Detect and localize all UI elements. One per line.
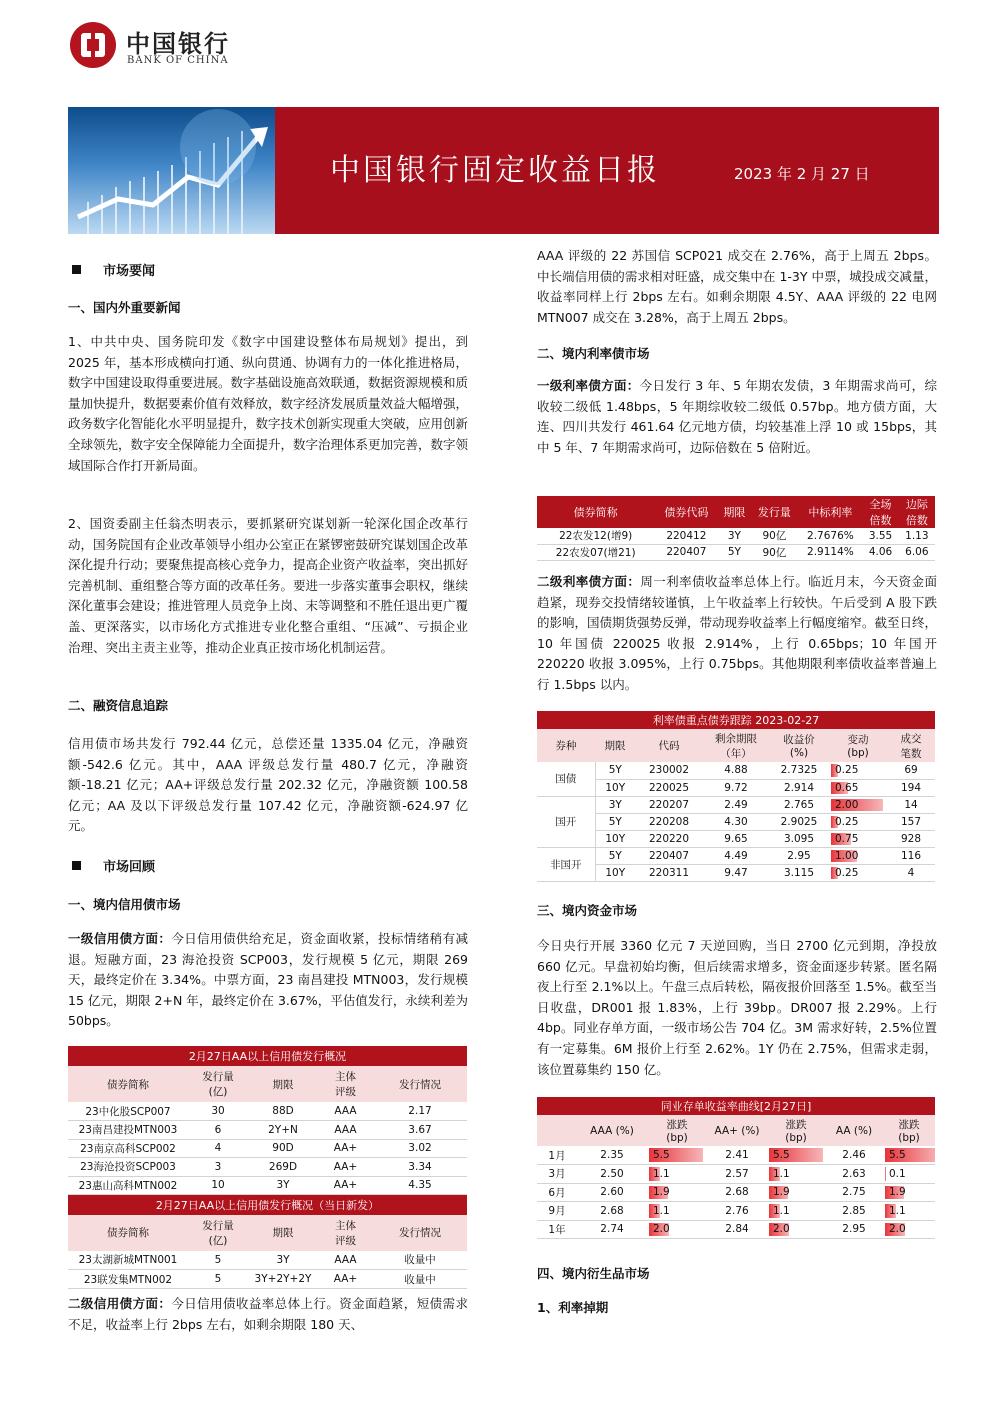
table-cell: 23中化股SCP007 [68, 1102, 188, 1121]
table-cell: 2.74 [577, 1220, 647, 1239]
change-bar-cell [883, 1202, 935, 1221]
table-cell: 2.7676% [798, 528, 862, 544]
table-cell: 23惠山高科MTN002 [68, 1176, 188, 1195]
table-cell: 5 [188, 1251, 248, 1270]
column-header: 剩余期限 （年） [715, 732, 757, 760]
change-bar-cell [829, 796, 887, 813]
table-cell: 4 [188, 1139, 248, 1158]
table-cell: 9.47 [703, 864, 769, 881]
table-cell: 2.41 [707, 1146, 767, 1165]
column-header [537, 1115, 577, 1146]
secondary-credit-paragraph: 二级信用债方面：今日信用债收益率总体上行。资金面趋紧，短债需求不足，收益率上行 2bps 左右，如剩余期限 180 天、 [68, 1296, 468, 1332]
table-cell: 3 [188, 1158, 248, 1177]
tracking-table-title: 利率债重点债券跟踪 2023-02-27 [537, 711, 935, 729]
change-value: 2.0 [889, 1223, 906, 1236]
heading-derivatives-market: 四、境内衍生品市场 [537, 1266, 650, 1281]
bond-type-cell: 国开 [537, 796, 595, 847]
table-cell: 5Y [595, 762, 635, 779]
table-cell: 2.50 [577, 1165, 647, 1184]
table-cell: 10 [188, 1176, 248, 1195]
section-market-review: 市场回顾 [72, 856, 155, 875]
column-header: 期限 [604, 740, 626, 752]
table-cell: 90亿 [750, 528, 798, 544]
table-cell: 3.34 [373, 1158, 467, 1177]
change-bar-cell [647, 1183, 707, 1202]
secondary-credit-continued: AAA 评级的 22 苏国信 SCP021 成交在 2.76%，高于上周五 2bps。中长端信用债的需求相对旺盛，成交集中在 1-3Y 中票，城投成交减量，收益率同样上行 2bps 左右。如剩余期限 4.5Y、AAA 评级的 22 电网 MTN007 成交在 3.28%，高于上周五 2bps。 [537, 248, 937, 325]
change-value: 0.75 [835, 832, 859, 845]
table-cell: 1月 [537, 1146, 577, 1165]
table-cell: 220220 [635, 830, 703, 847]
table-cell: 194 [887, 779, 935, 796]
column-header: 边际 倍数 [905, 498, 928, 527]
table-row [537, 1202, 935, 1221]
table-cell: 5Y [595, 847, 635, 864]
table-cell: 23太湖新城MTN001 [68, 1251, 188, 1270]
money-market-paragraph: 今日央行开展 3360 亿元 7 天逆回购，当日 2700 亿元到期，净投放 660 亿元。早盘初始均衡，但后续需求增多，资金面逐步转紧。匿名隔夜上行至 2.1%以上。午盘三点后转松，隔夜报价回落至 1.5%。截至当日收盘，DR001 报 1.83%，上行 39bp。DR007 报 2.29%。上行 4bp。同业存单方面，一级市场公告 704 亿。3M 需求好转，2.5%位置有一定募集。6M 报价上行至 2.62%。1Y 仍在 2.75%，但需求走弱，该位置募集约 150 亿。 [537, 938, 937, 1077]
table-cell: 2.17 [373, 1102, 467, 1121]
change-bar-cell [883, 1183, 935, 1202]
news-paragraph-2: 2、国资委副主任翁杰明表示，要抓紧研究谋划新一轮深化国企改革行动，国务院国有企业改革领导小组办公室正在紧锣密鼓研究谋划国企改革深化提升行动；要聚焦提高核心竞争力，提高企业资产收益率，突出抓好完善机制、重组整合等方面的改革任务。要进一步落实董事会职权，继续深化董事会建设；推进管理人员竞争上岗、末等调整和不胜任退出更广覆盖、更深落实，以市场化方式推进专业化整合重组、“压减”、亏损企业治理、突出主责主业等，推动企业真正按市场化机制运营。 [68, 516, 469, 655]
column-header: 涨跌 (bp) [666, 1119, 688, 1144]
table-cell: 157 [887, 813, 935, 830]
column-header: 发行量 (亿) [202, 1071, 234, 1098]
table-cell: 2.84 [707, 1220, 767, 1239]
column-header: 发行情况 [399, 1227, 441, 1239]
table-cell: 10Y [595, 779, 635, 796]
table-cell: 1年 [537, 1220, 577, 1239]
column-header: 涨跌 (bp) [898, 1119, 920, 1144]
table-cell: 116 [887, 847, 935, 864]
column-header: AA+ (%) [714, 1124, 760, 1137]
table-cell: 269D [248, 1158, 318, 1177]
table-cell: 2.75 [825, 1183, 883, 1202]
table-cell: AAA [318, 1251, 373, 1270]
column-header: 券种 [555, 740, 577, 752]
ncd-yield-curve-table [537, 1097, 935, 1239]
table-cell: 88D [248, 1102, 318, 1121]
table-row [68, 1251, 467, 1270]
table-row [537, 1165, 935, 1184]
column-header: 发行量 [757, 506, 791, 519]
change-value: 1.1 [773, 1204, 790, 1217]
report-date: 2023 年 2 月 27 日 [734, 165, 870, 183]
column-header: AA (%) [835, 1124, 873, 1137]
table-row [68, 1158, 467, 1177]
table-row [537, 779, 935, 796]
column-header: 债券简称 [107, 1227, 149, 1239]
table-cell: 220208 [635, 813, 703, 830]
column-header: 发行情况 [399, 1078, 441, 1091]
news-paragraph-1: 1、中共中央、国务院印发《数字中国建设整体布局规划》提出，到 2025 年，基本形成横向打通、纵向贯通、协调有力的一体化推进格局，数字中国建设取得重要进展。数字基础设施高效联通，数据资源规模和质量加快提升，数据要素价值有效释放，数字经济发展质量效益大幅增强，政务数字化智能化水平明显提升，数字技术创新实现重大突破，应用创新全球领先，数字安全保障能力全面提升，数字治理体系更加完善，数字领域国际合作打开新局面。 [68, 334, 469, 473]
table-cell: 6月 [537, 1183, 577, 1202]
column-header: 成交 笔数 [900, 732, 922, 760]
table-cell: 2.60 [577, 1183, 647, 1202]
table-cell: 2.9114% [798, 544, 862, 560]
section-market-news: 市场要闻 [72, 260, 155, 279]
table-cell: 220311 [635, 864, 703, 881]
table-cell: 1.13 [899, 528, 935, 544]
table-cell: 23南昌建投MTN003 [68, 1121, 188, 1140]
table-row [68, 1176, 467, 1195]
change-value: 1.9 [653, 1186, 670, 1199]
change-bar-cell [767, 1220, 825, 1239]
table-cell: 9.72 [703, 779, 769, 796]
table-cell: 23联发集MTN002 [68, 1270, 188, 1289]
table-cell: AA+ [318, 1158, 373, 1177]
table-cell: 4.30 [703, 813, 769, 830]
change-bar-cell [883, 1220, 935, 1239]
heading-domestic-international-news: 一、国内外重要新闻 [68, 300, 181, 315]
change-value: 0.25 [835, 866, 859, 879]
primary-rate-paragraph: 一级利率债方面：今日发行 3 年、5 年期农发债，3 年期需求尚可，综收较二级低 1.48bps，5 年期综收较二级低 0.57bp。地方债方面，大连、四川共发行 461.64 亿元地方债，均较基准上浮 10 或 15bps，其中 5 年、7 年期需求尚可，边际倍数在 5 倍附近。 [537, 378, 937, 455]
change-bar-cell [829, 847, 887, 864]
heading-interest-rate-swap: 1、利率掉期 [537, 1300, 609, 1315]
table-row [537, 813, 935, 830]
change-value: 0.1 [889, 1167, 906, 1180]
bond-type-cell: 国债 [537, 762, 595, 796]
table-cell: 3Y+2Y+2Y [248, 1270, 318, 1289]
banner-growth-chart-image [68, 107, 275, 234]
table-cell: 230002 [635, 762, 703, 779]
table-row [537, 796, 935, 813]
column-header: 涨跌 (bp) [785, 1119, 807, 1144]
table-cell: 2.68 [707, 1183, 767, 1202]
table-cell: 3.02 [373, 1139, 467, 1158]
table-cell: 3Y [248, 1176, 318, 1195]
column-header: 主体 评级 [335, 1219, 356, 1247]
table-row [537, 864, 935, 881]
table-row [537, 544, 935, 560]
change-bar-cell [647, 1220, 707, 1239]
change-bar-cell [829, 864, 887, 881]
column-header: 中标利率 [808, 506, 853, 519]
table-cell: 22农发12(增9) [537, 528, 654, 544]
table-cell: 69 [887, 762, 935, 779]
logo-chinese-name: 中国银行 [126, 29, 230, 58]
table-cell: 5 [188, 1270, 248, 1289]
table-row [537, 1146, 935, 1165]
bond-type-cell: 非国开 [537, 847, 595, 881]
table-cell: 90亿 [750, 544, 798, 560]
table-row [68, 1139, 467, 1158]
table-cell: 4.06 [862, 544, 898, 560]
table-cell: 3Y [248, 1251, 318, 1270]
change-value: 5.5 [773, 1149, 790, 1161]
table-cell: 220407 [635, 847, 703, 864]
column-header: 债券代码 [664, 506, 709, 519]
table-cell: 2Y+N [248, 1121, 318, 1140]
table-cell: 3.095 [769, 830, 829, 847]
column-header: 期限 [723, 506, 746, 519]
column-header: 债券简称 [107, 1078, 149, 1091]
change-value: 1.1 [653, 1204, 670, 1217]
heading-domestic-credit-bond: 一、境内信用债市场 [68, 897, 181, 912]
table-cell: 2.63 [825, 1165, 883, 1184]
change-value: 0.25 [835, 764, 859, 777]
table-cell: 3月 [537, 1165, 577, 1184]
table-cell: 22农发07(增21) [537, 544, 654, 560]
column-header: AAA (%) [590, 1124, 634, 1137]
table-cell: 10Y [595, 830, 635, 847]
table-cell: 9月 [537, 1202, 577, 1221]
table-cell: AAA [318, 1102, 373, 1121]
table-cell: 3Y [595, 796, 635, 813]
table-row [537, 1183, 935, 1202]
table-cell: 2.85 [825, 1202, 883, 1221]
change-value: 1.1 [773, 1167, 790, 1180]
column-header: 发行量 (亿) [202, 1219, 234, 1247]
table-cell: 2.76 [707, 1202, 767, 1221]
change-value: 2.00 [835, 798, 859, 811]
table-cell: 928 [887, 830, 935, 847]
table-cell: 2.35 [577, 1146, 647, 1165]
new-issuance-table-title: 2月27日AA以上信用债发行概况（当日新发） [68, 1195, 467, 1215]
table-cell: 2.46 [825, 1146, 883, 1165]
change-bar-cell [829, 762, 887, 779]
change-bar-cell [767, 1165, 825, 1184]
table-cell: 220407 [654, 544, 718, 560]
change-bar-cell [647, 1146, 707, 1165]
financing-paragraph: 信用债市场共发行 792.44 亿元，总偿还量 1335.04 亿元，净融资额-542.6 亿元。其中，AAA 评级总发行量 480.7 亿元，净融资额-18.21 亿元；AA+评级总发行量 202.32 亿元，净融资额 100.58 亿元；AA 及以下评级总发行量 107.42 亿元，净融资额-624.97 亿元。 [68, 736, 468, 834]
change-value: 1.00 [835, 849, 859, 862]
table-cell: 收量中 [373, 1270, 467, 1289]
table-row [537, 1220, 935, 1239]
change-bar-cell [829, 779, 887, 796]
heading-financing-tracking: 二、融资信息追踪 [68, 698, 169, 713]
table-cell: 9.65 [703, 830, 769, 847]
table-cell: 220025 [635, 779, 703, 796]
change-bar-cell [767, 1183, 825, 1202]
table-cell: 90D [248, 1139, 318, 1158]
table-cell: 2.9025 [769, 813, 829, 830]
change-value: 1.1 [653, 1167, 670, 1180]
primary-credit-paragraph: 一级信用债方面：今日信用债供给充足，资金面收紧，投标情绪稍有减退。短融方面，23 海沧投资 SCP003，发行规模 5 亿元，期限 269 天，最终定价在 3.34%。中票方面，23 南昌建投 MTN003，发行规模 15 亿元，期限 2+N 年，最终定价在 3.67%，平估值发行，永续利差为 50bps。 [68, 931, 468, 1029]
change-bar-cell [647, 1202, 707, 1221]
table-row [537, 528, 935, 544]
rate-bond-issuance-table [537, 496, 935, 561]
column-header: 主体 评级 [335, 1071, 356, 1098]
table-cell: 2.95 [769, 847, 829, 864]
change-value: 1.1 [889, 1204, 906, 1217]
change-value: 0.65 [835, 781, 859, 794]
table-row [68, 1270, 467, 1289]
change-value: 2.0 [773, 1223, 790, 1236]
table-cell: 5Y [718, 544, 750, 560]
table-cell: 收量中 [373, 1251, 467, 1270]
table-row [537, 762, 935, 779]
table-cell: AAA [318, 1121, 373, 1140]
table-cell: 10Y [595, 864, 635, 881]
table-cell: 4.35 [373, 1176, 467, 1195]
report-banner [68, 107, 939, 234]
table-cell: 30 [188, 1102, 248, 1121]
column-header: 期限 [272, 1078, 294, 1091]
change-value: 0.25 [835, 815, 859, 828]
logo-english-name: BANK OF CHINA [127, 55, 229, 66]
table-cell: 14 [887, 796, 935, 813]
column-header: 期限 [272, 1227, 294, 1239]
change-value: 1.9 [889, 1186, 906, 1199]
change-value: 5.5 [653, 1149, 670, 1161]
change-value: 2.0 [653, 1223, 670, 1236]
column-header: 债券简称 [573, 506, 618, 519]
table-cell: 6 [188, 1121, 248, 1140]
change-bar-cell [647, 1165, 707, 1184]
heading-domestic-rate-bond: 二、境内利率债市场 [537, 346, 650, 361]
table-cell: 23南京高科SCP002 [68, 1139, 188, 1158]
change-bar-cell [829, 830, 887, 847]
secondary-rate-paragraph: 二级利率债方面：周一利率债收益率总体上行。临近月末，今天资金面趋紧，现券交投情绪较谨慎，上午收益率上行较快。午后受到 A 股下跌的影响，国债期货强势反弹，带动现券收益率上行幅度缩窄。截至日终，10 年国债 220025 收报 2.914%，上行 0.65bps；10 年国开 220220 收报 3.095%，上行 0.75bps。其他期限利率债收益率普遍上行 1.5bps 以内。 [537, 574, 938, 692]
table-row [68, 1102, 467, 1121]
table-cell: 3.115 [769, 864, 829, 881]
table-cell: 4.88 [703, 762, 769, 779]
table-cell: 3.55 [862, 528, 898, 544]
table-cell: 2.765 [769, 796, 829, 813]
change-bar-cell [829, 813, 887, 830]
table-cell: 5Y [595, 813, 635, 830]
key-rate-bond-tracking-table [537, 711, 935, 882]
table-row [537, 847, 935, 864]
table-row [68, 1121, 467, 1140]
change-bar-cell [883, 1165, 935, 1184]
table-cell: AA+ [318, 1139, 373, 1158]
change-value: 5.5 [889, 1149, 906, 1161]
table-cell: 6.06 [899, 544, 935, 560]
column-header: 变动 (bp) [847, 734, 869, 759]
bank-logo [70, 22, 260, 72]
table-cell: 2.95 [825, 1220, 883, 1239]
report-title: 中国银行固定收益日报 [330, 153, 660, 188]
table-cell: 3.67 [373, 1121, 467, 1140]
table-cell: 220207 [635, 796, 703, 813]
table-cell: AA+ [318, 1176, 373, 1195]
change-bar-cell [767, 1146, 825, 1165]
credit-table-title: 2月27日AA以上信用债发行概况 [68, 1046, 467, 1066]
column-header: 全场 倍数 [869, 498, 892, 527]
table-cell: 2.7325 [769, 762, 829, 779]
table-cell: 2.68 [577, 1202, 647, 1221]
table-cell: 23海沧投资SCP003 [68, 1158, 188, 1177]
heading-domestic-money-market: 三、境内资金市场 [537, 903, 638, 918]
column-header: 收益价 (%) [783, 734, 815, 759]
table-cell: 3Y [718, 528, 750, 544]
table-cell: 4 [887, 864, 935, 881]
change-bar-cell [767, 1202, 825, 1221]
table-cell: 220412 [654, 528, 718, 544]
table-cell: 2.57 [707, 1165, 767, 1184]
change-value: 1.9 [773, 1186, 790, 1199]
credit-issuance-table [68, 1046, 467, 1289]
table-cell: 2.49 [703, 796, 769, 813]
change-bar-cell [883, 1146, 935, 1165]
table-cell: 2.914 [769, 779, 829, 796]
column-header: 代码 [658, 740, 680, 752]
table-cell: AA+ [318, 1270, 373, 1289]
table-cell: 4.49 [703, 847, 769, 864]
ncd-table-title: 同业存单收益率曲线[2月27日] [537, 1097, 935, 1115]
table-row [537, 830, 935, 847]
